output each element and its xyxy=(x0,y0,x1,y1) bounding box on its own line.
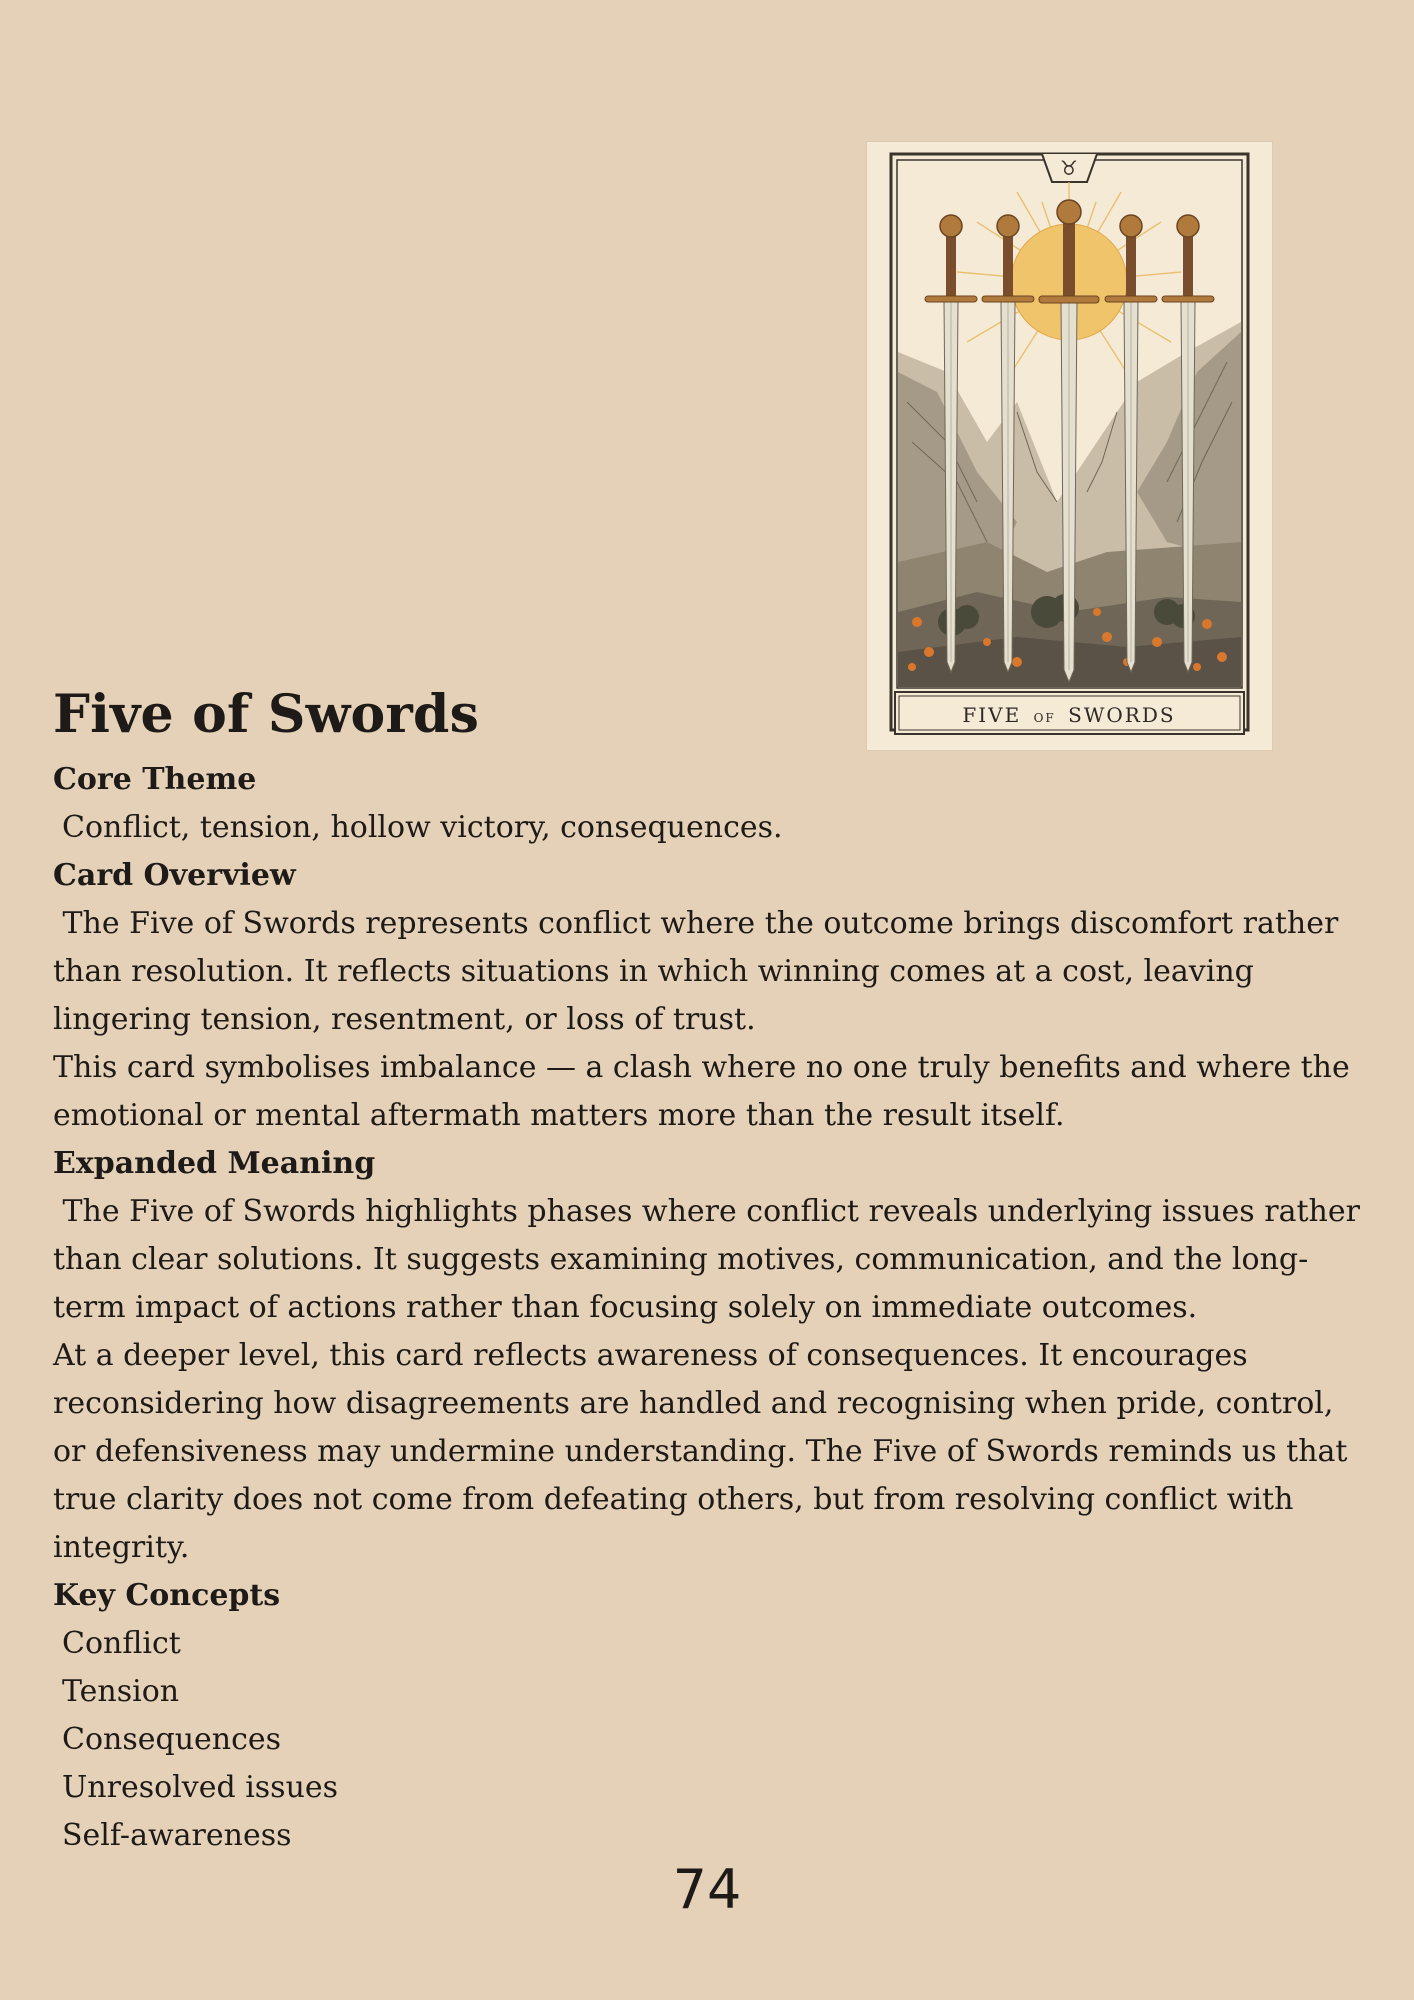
body-text xyxy=(53,756,1363,1860)
core-theme-heading: Core Theme xyxy=(53,762,257,797)
key-concept-item: Unresolved issues xyxy=(62,1770,339,1805)
taurus-symbol-icon: ♉ xyxy=(1060,156,1078,180)
expanded-meaning-p2: At a deeper level, this card reflects awareness of consequences. It encourages reconsidering how disagreements are handled and recognising when pride, control, or defensiveness may undermine understanding. The Five of Swords reminds us that true clarity does not come from defeating others, but from resolving conflict with integrity. xyxy=(53,1338,1348,1565)
key-concepts-heading: Key Concepts xyxy=(53,1578,281,1613)
tarot-card-illustration xyxy=(867,142,1272,750)
card-caption-of: OF xyxy=(1033,711,1056,725)
expanded-meaning-heading: Expanded Meaning xyxy=(53,1146,376,1181)
page-title: Five of Swords xyxy=(53,684,480,745)
key-concept-item: Conflict xyxy=(62,1626,181,1661)
card-overview-p1: The Five of Swords represents conflict where the outcome brings discomfort rather than resolution. It reflects situations in which winning comes at a cost, leaving lingering tension, resentment, or loss of trust. xyxy=(53,906,1339,1037)
card-caption-five: FIVE xyxy=(962,703,1022,727)
svg-text:FIVE OF SWORDS xyxy=(962,703,1175,727)
key-concept-item: Consequences xyxy=(62,1722,282,1757)
card-caption-swords: SWORDS xyxy=(1068,703,1176,727)
card-overview-heading: Card Overview xyxy=(53,858,296,893)
expanded-meaning-p1: The Five of Swords highlights phases where conflict reveals underlying issues rather than clear solutions. It suggests examining motives, communication, and the long-term impact of actions rather than focusing solely on immediate outcomes. xyxy=(53,1194,1360,1325)
core-theme-text: Conflict, tension, hollow victory, consequences. xyxy=(62,810,783,845)
key-concept-item: Tension xyxy=(62,1674,180,1709)
card-overview-p2: This card symbolises imbalance — a clash where no one truly benefits and where the emotional or mental aftermath matters more than the result itself. xyxy=(53,1050,1350,1133)
page-number: 74 xyxy=(672,1858,742,1921)
key-concept-item: Self-awareness xyxy=(62,1818,292,1853)
